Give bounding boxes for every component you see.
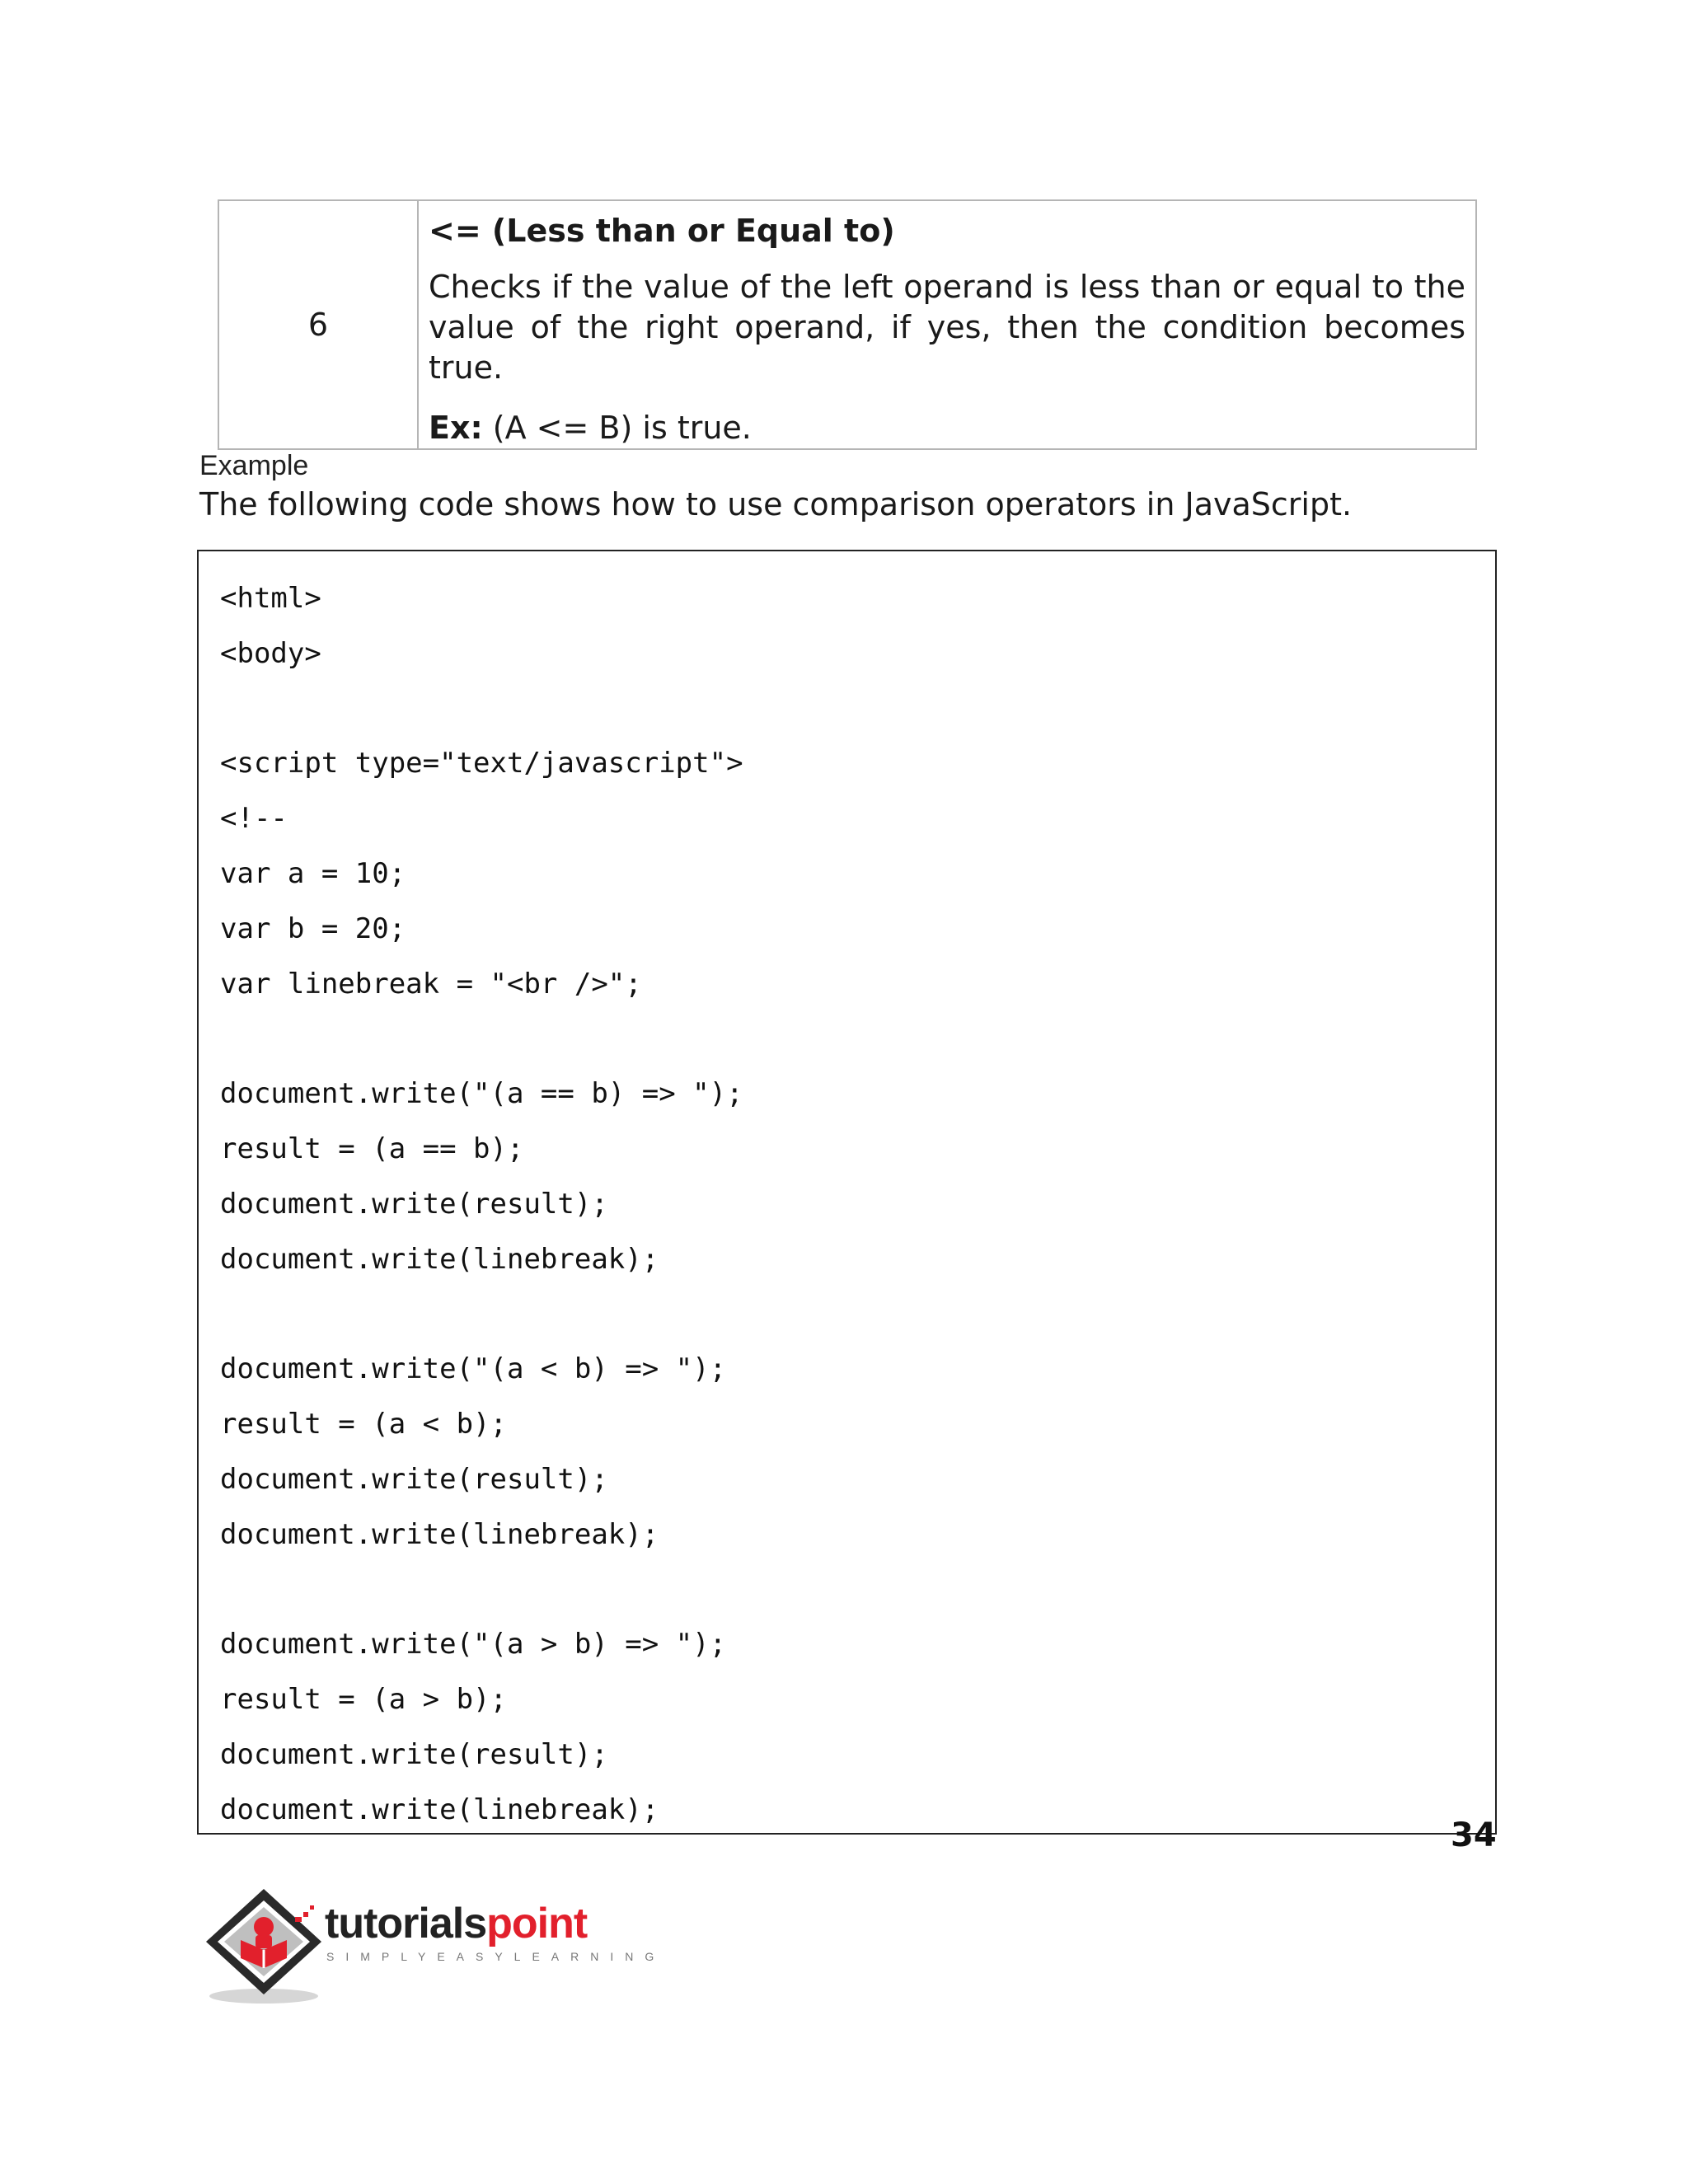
operator-title: <= (Less than or Equal to) xyxy=(429,213,895,249)
page-number: 34 xyxy=(1451,1816,1497,1854)
code-line: document.write(linebreak); xyxy=(220,1517,659,1551)
tutorialspoint-logo-icon xyxy=(198,1882,330,2006)
operator-description: Checks if the value of the left operand is less than or equal to the value of the right operand, if yes, then the condition becomes true. xyxy=(429,269,1465,386)
code-line xyxy=(199,1011,1495,1066)
logo-wordmark xyxy=(325,1899,587,1948)
operator-example xyxy=(429,410,1465,446)
row-number: 6 xyxy=(219,201,419,448)
code-line xyxy=(199,682,1495,737)
code-line: var b = 20; xyxy=(220,912,406,945)
code-line: document.write("(a < b) => "); xyxy=(220,1352,727,1386)
operator-description-cell xyxy=(419,201,1475,448)
code-line xyxy=(199,1286,1495,1342)
code-line: var linebreak = "<br />"; xyxy=(220,967,642,1001)
code-block xyxy=(197,550,1497,1835)
logo-tagline: SIMPLYEASYLEARNING xyxy=(326,1950,666,1963)
code-line: document.write("(a > b) => "); xyxy=(220,1628,727,1661)
code-line: var a = 10; xyxy=(220,856,406,890)
code-line: document.write(linebreak); xyxy=(220,1793,659,1826)
code-line xyxy=(199,1562,1495,1617)
code-line: <html> xyxy=(220,582,321,615)
example-heading: Example xyxy=(199,450,309,481)
code-line: document.write("(a == b) => "); xyxy=(220,1077,743,1111)
code-line: document.write(result); xyxy=(220,1462,608,1496)
intro-text: The following code shows how to use comparison operators in JavaScript. xyxy=(199,486,1353,523)
code-line: result = (a > b); xyxy=(220,1682,507,1716)
code-line: document.write(linebreak); xyxy=(220,1242,659,1276)
operator-table-row xyxy=(218,199,1477,450)
code-line: document.write(result); xyxy=(220,1737,608,1771)
tutorialspoint-logo xyxy=(198,1882,666,2006)
example-label: Ex: xyxy=(429,410,483,446)
code-line: <body> xyxy=(220,636,321,670)
code-line: document.write(result); xyxy=(220,1187,608,1221)
code-line: <script type="text/javascript"> xyxy=(220,747,743,780)
example-text: (A <= B) is true. xyxy=(482,410,752,446)
code-line: result = (a < b); xyxy=(220,1407,507,1441)
code-line: <!-- xyxy=(220,802,288,836)
logo-word-point: point xyxy=(486,1900,588,1947)
code-line: result = (a == b); xyxy=(220,1132,524,1165)
logo-word-tutorials: tutorials xyxy=(325,1900,487,1947)
